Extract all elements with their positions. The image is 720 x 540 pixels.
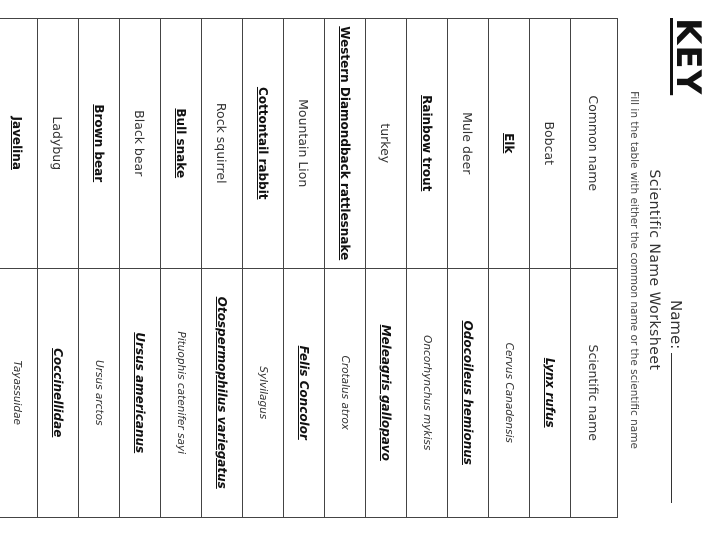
key-label: KEY <box>668 18 708 96</box>
scientific-name-cell: Crotalus atrox <box>325 268 366 518</box>
common-name-cell: Bull snake <box>161 19 202 269</box>
common-name-cell: turkey <box>366 19 407 269</box>
scientific-name-cell: Sylvilagus <box>243 268 284 518</box>
worksheet-instructions: Fill in the table with either the common name or the scientific name <box>628 91 640 449</box>
scientific-name-cell: Lynx rufus <box>530 268 571 518</box>
table-row <box>489 19 530 518</box>
name-table-body <box>0 19 618 518</box>
common-name-cell: Bobcat <box>530 19 571 269</box>
table-row <box>0 19 38 518</box>
common-name-cell: Cottontail rabbit <box>243 19 284 269</box>
worksheet-title: Scientific Name Worksheet <box>646 169 662 371</box>
name-field <box>667 300 686 503</box>
common-name-cell: Mountain Lion <box>284 19 325 269</box>
common-name-cell: Mule deer <box>448 19 489 269</box>
table-row <box>120 19 161 518</box>
common-name-cell: Western Diamondback rattlesnake <box>325 19 366 269</box>
scientific-name-cell: Meleagris gallopavo <box>366 268 407 518</box>
table-row <box>202 19 243 518</box>
table-row <box>366 19 407 518</box>
common-name-cell: Rock squirrel <box>202 19 243 269</box>
header-common-name: Common name <box>571 19 618 269</box>
scientific-name-cell: Felis Concolor <box>284 268 325 518</box>
scientific-name-cell: Odocoileus hemionus <box>448 268 489 518</box>
scientific-name-cell: Pituophis catenifer sayi <box>161 268 202 518</box>
common-name-cell: Brown bear <box>79 19 120 269</box>
scientific-name-cell: Ursus arctos <box>79 268 120 518</box>
scientific-name-cell: Cervus Canadensis <box>489 268 530 518</box>
name-label: Name: <box>667 300 685 350</box>
table-row <box>325 19 366 518</box>
table-row <box>530 19 571 518</box>
common-name-cell: Ladybug <box>38 19 79 269</box>
name-blank-line <box>671 353 686 503</box>
scientific-name-cell: Oncorhynchus mykiss <box>407 268 448 518</box>
common-name-cell: Black bear <box>120 19 161 269</box>
table-row <box>161 19 202 518</box>
table-row <box>38 19 79 518</box>
common-name-cell: Rainbow trout <box>407 19 448 269</box>
common-name-cell: Elk <box>489 19 530 269</box>
common-name-cell: Javelina <box>0 19 38 269</box>
table-row <box>407 19 448 518</box>
table-row <box>448 19 489 518</box>
scientific-name-cell: Tayassuidae <box>0 268 38 518</box>
scientific-name-cell: Coccinellidae <box>38 268 79 518</box>
header-scientific-name: Scientific name <box>571 268 618 518</box>
scientific-name-cell: Ursus americanus <box>120 268 161 518</box>
table-row <box>79 19 120 518</box>
scientific-name-cell: Otospermophilus variegatus <box>202 268 243 518</box>
table-row <box>243 19 284 518</box>
name-table <box>0 18 618 518</box>
table-row <box>284 19 325 518</box>
table-header-row <box>571 19 618 518</box>
